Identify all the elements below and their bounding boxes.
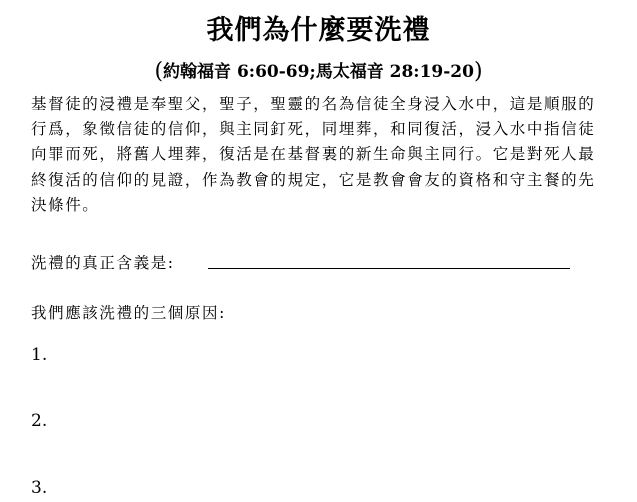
body-paragraph: 基督徒的浸禮是奉聖父，聖子，聖靈的名為信徒全身浸入水中，這是順服的行爲，象徵信徒的信仰，與主同釘死，同埋葬，和同復活，浸入水中指信徒向罪而死，將舊人埋葬，復活是在基督裏的新生命與主同行。它是對死人最終復活的信仰的見證，作為教會的規定，它是教會會友的資格和守主餐的先決條件。	[31, 95, 596, 214]
list-number-2: 2.	[31, 411, 48, 431]
list-number-3: 3.	[31, 478, 48, 498]
reasons-heading: 我們應該洗禮的三個原因:	[31, 304, 226, 322]
page-title: 我們為什麼要洗禮	[206, 15, 431, 46]
scripture-reference	[0, 60, 637, 84]
scripture-reference-text: 約翰福音 6:60-69;馬太福音 28:19-20	[163, 62, 474, 82]
close-paren: )	[473, 59, 483, 84]
open-paren: (	[154, 59, 164, 84]
meaning-label: 洗禮的真正含義是:	[31, 254, 175, 272]
list-number-1: 1.	[31, 345, 48, 365]
answer-blank-line	[208, 268, 570, 269]
